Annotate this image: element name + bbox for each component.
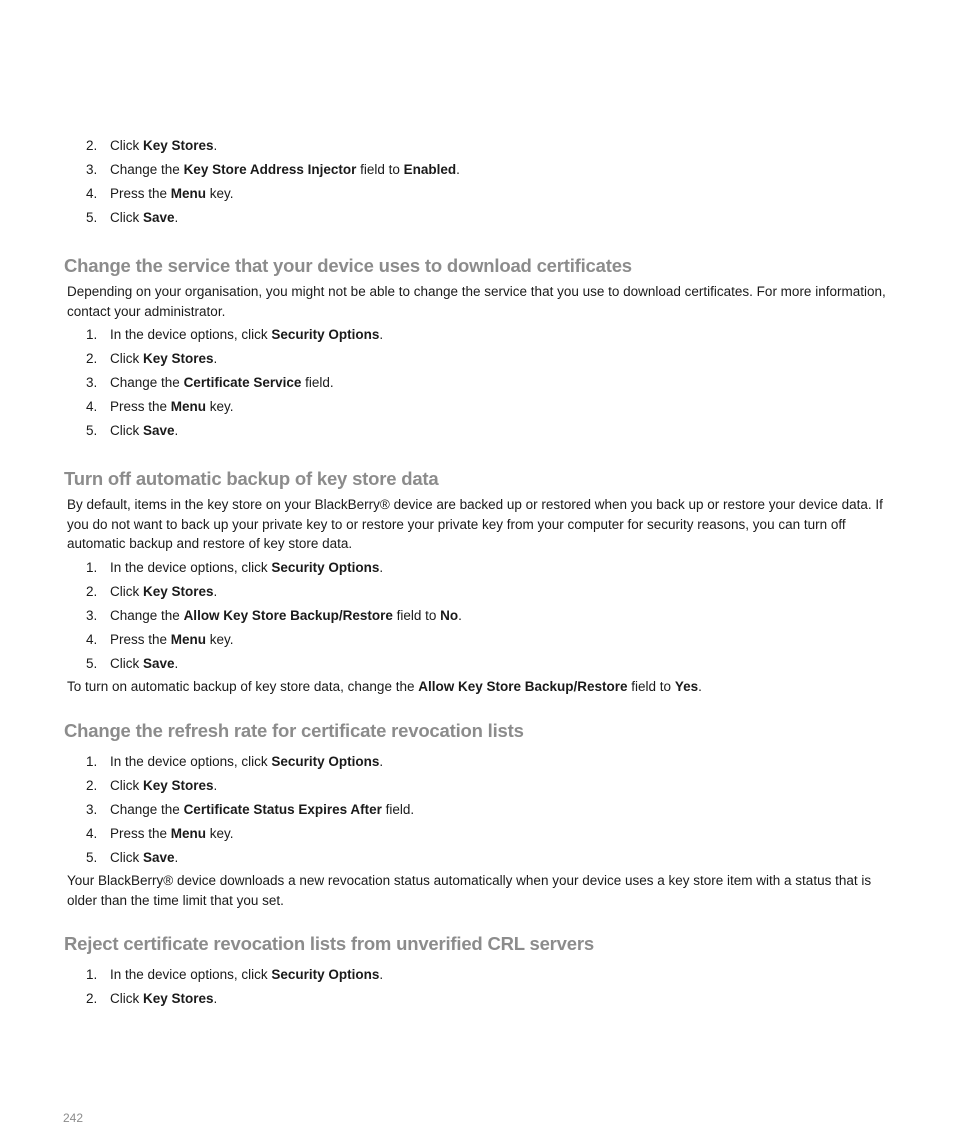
bold-ui-term: Security Options bbox=[271, 967, 380, 982]
step-text-fragment: . bbox=[456, 162, 460, 177]
step-text-fragment: field. bbox=[381, 802, 415, 817]
step-item bbox=[0, 987, 954, 1011]
step-text-fragment: . bbox=[174, 423, 179, 438]
step-item bbox=[0, 419, 954, 443]
step-text-fragment: . bbox=[458, 608, 462, 623]
step-text-fragment: . bbox=[213, 778, 218, 793]
step-text-fragment: Click bbox=[110, 584, 143, 599]
step-text-fragment: . bbox=[174, 850, 179, 865]
bold-ui-term: Menu bbox=[170, 826, 207, 841]
step-number: 3. bbox=[86, 375, 98, 390]
step-item bbox=[0, 347, 954, 371]
step-number: 1. bbox=[86, 560, 98, 575]
step-text-fragment: field. bbox=[301, 375, 334, 390]
step-number: 1. bbox=[86, 967, 98, 982]
step-item bbox=[0, 323, 954, 347]
step-number: 4. bbox=[86, 632, 98, 647]
step-text-fragment: In the device options, click bbox=[110, 967, 272, 982]
step-text-fragment: key. bbox=[206, 399, 234, 414]
step-text bbox=[110, 846, 178, 870]
step-text-fragment: To turn on automatic backup of key store data, change the bbox=[67, 679, 419, 694]
step-text bbox=[110, 419, 178, 443]
step-item bbox=[0, 395, 954, 419]
step-text bbox=[110, 158, 460, 182]
step-text-fragment: . bbox=[698, 679, 702, 694]
step-number: 2. bbox=[86, 138, 98, 153]
step-number: 3. bbox=[86, 802, 98, 817]
step-text bbox=[110, 371, 334, 395]
bold-ui-term: Save bbox=[143, 423, 175, 438]
step-text bbox=[110, 556, 383, 580]
step-text-fragment: Click bbox=[110, 138, 143, 153]
step-item bbox=[0, 963, 954, 987]
bold-ui-term: Menu bbox=[170, 186, 207, 201]
step-number: 4. bbox=[86, 186, 98, 201]
step-number: 2. bbox=[86, 351, 98, 366]
step-item bbox=[0, 556, 954, 580]
step-text-fragment: . bbox=[213, 351, 218, 366]
step-list-certificate-service bbox=[0, 323, 954, 443]
step-text-fragment: field to bbox=[627, 679, 675, 694]
step-text bbox=[110, 323, 383, 347]
step-text-fragment: Click bbox=[110, 210, 143, 225]
step-text-fragment: key. bbox=[206, 826, 234, 841]
step-text-fragment: Change the bbox=[110, 802, 184, 817]
step-text bbox=[110, 134, 217, 158]
section-heading-certificate-service: Change the service that your device uses to download certificates bbox=[64, 255, 632, 276]
step-item bbox=[0, 182, 954, 206]
step-item bbox=[0, 750, 954, 774]
bold-ui-term: Save bbox=[143, 210, 175, 225]
bold-ui-term: Allow Key Store Backup/Restore bbox=[418, 679, 628, 694]
step-item bbox=[0, 134, 954, 158]
step-text-fragment: In the device options, click bbox=[110, 327, 272, 342]
section-heading-key-store-backup: Turn off automatic backup of key store data bbox=[64, 468, 439, 489]
bold-ui-term: Save bbox=[143, 850, 175, 865]
step-list-key-store-backup bbox=[0, 556, 954, 676]
step-text bbox=[110, 580, 217, 604]
step-text bbox=[110, 182, 234, 206]
step-text bbox=[110, 206, 178, 230]
bold-ui-term: Key Store Address Injector bbox=[183, 162, 357, 177]
bold-ui-term: Certificate Service bbox=[183, 375, 302, 390]
step-item bbox=[0, 798, 954, 822]
step-text bbox=[110, 604, 462, 628]
step-item bbox=[0, 774, 954, 798]
step-text-fragment: Click bbox=[110, 351, 143, 366]
step-text-fragment: Press the bbox=[110, 826, 171, 841]
step-text-fragment: . bbox=[213, 138, 218, 153]
step-text-fragment: . bbox=[213, 584, 218, 599]
step-number: 5. bbox=[86, 210, 98, 225]
step-text-fragment: field to bbox=[392, 608, 441, 623]
step-text bbox=[110, 347, 217, 371]
step-list-reject-crl bbox=[0, 963, 954, 1011]
step-list-revocation-refresh bbox=[0, 750, 954, 870]
section-outro-revocation-refresh bbox=[67, 871, 897, 910]
step-text bbox=[110, 822, 234, 846]
step-item bbox=[0, 158, 954, 182]
step-text-fragment: Press the bbox=[110, 186, 171, 201]
step-text-fragment: Press the bbox=[110, 399, 171, 414]
step-text bbox=[110, 963, 383, 987]
bold-ui-term: Allow Key Store Backup/Restore bbox=[183, 608, 393, 623]
step-text-fragment: key. bbox=[206, 186, 234, 201]
step-text-fragment: Press the bbox=[110, 632, 171, 647]
step-item bbox=[0, 628, 954, 652]
step-number: 2. bbox=[86, 991, 98, 1006]
step-text-fragment: . bbox=[174, 656, 179, 671]
step-item bbox=[0, 604, 954, 628]
bold-ui-term: Key Stores bbox=[143, 351, 214, 366]
step-item bbox=[0, 822, 954, 846]
section-outro-key-store-backup bbox=[67, 677, 897, 697]
step-item bbox=[0, 206, 954, 230]
step-text-fragment: field to bbox=[356, 162, 404, 177]
step-text-fragment: Change the bbox=[110, 608, 184, 623]
bold-ui-term: Certificate Status Expires After bbox=[183, 802, 382, 817]
step-text bbox=[110, 750, 383, 774]
step-text-fragment: In the device options, click bbox=[110, 754, 272, 769]
step-number: 1. bbox=[86, 327, 98, 342]
step-number: 1. bbox=[86, 754, 98, 769]
step-text-fragment: Click bbox=[110, 656, 143, 671]
bold-ui-term: Key Stores bbox=[143, 991, 214, 1006]
step-item bbox=[0, 652, 954, 676]
bold-ui-term: Yes bbox=[674, 679, 699, 694]
bold-ui-term: Key Stores bbox=[143, 138, 214, 153]
step-text-fragment: . bbox=[379, 560, 384, 575]
bold-ui-term: Menu bbox=[170, 632, 207, 647]
step-item bbox=[0, 846, 954, 870]
section-heading-reject-crl: Reject certificate revocation lists from unverified CRL servers bbox=[64, 933, 594, 954]
step-number: 3. bbox=[86, 162, 98, 177]
section-intro-certificate-service: Depending on your organisation, you might not be able to change the service that you use to download certificates. For more information, contact your administrator. bbox=[67, 284, 886, 319]
step-text bbox=[110, 798, 414, 822]
bold-ui-term: Save bbox=[143, 656, 175, 671]
step-text-fragment: . bbox=[174, 210, 179, 225]
section-heading-revocation-refresh: Change the refresh rate for certificate revocation lists bbox=[64, 720, 524, 741]
step-number: 4. bbox=[86, 826, 98, 841]
step-text-fragment: . bbox=[213, 991, 218, 1006]
step-text-fragment: . bbox=[379, 327, 384, 342]
intro-step-list bbox=[0, 134, 954, 230]
bold-ui-term: Security Options bbox=[271, 754, 380, 769]
step-number: 5. bbox=[86, 850, 98, 865]
step-text-fragment: Change the bbox=[110, 162, 184, 177]
section-intro-key-store-backup: By default, items in the key store on your BlackBerry® device are backed up or restored when you back up or restore your device data. If you do not want to back up your private key to or restore your private key from your computer for security reasons, you can turn off automatic backup and restore of key store data. bbox=[67, 497, 883, 551]
step-number: 5. bbox=[86, 656, 98, 671]
step-text bbox=[110, 774, 217, 798]
step-item bbox=[0, 580, 954, 604]
step-text-fragment: . bbox=[379, 967, 384, 982]
step-text-fragment: In the device options, click bbox=[110, 560, 272, 575]
step-text bbox=[110, 652, 178, 676]
step-text-fragment: Click bbox=[110, 778, 143, 793]
bold-ui-term: Enabled bbox=[403, 162, 457, 177]
bold-ui-term: No bbox=[440, 608, 459, 623]
bold-ui-term: Menu bbox=[170, 399, 207, 414]
step-text-fragment: Click bbox=[110, 991, 143, 1006]
step-text bbox=[110, 987, 217, 1011]
page-number: 242 bbox=[63, 1111, 84, 1125]
step-number: 4. bbox=[86, 399, 98, 414]
bold-ui-term: Security Options bbox=[271, 327, 380, 342]
step-text bbox=[110, 628, 234, 652]
step-number: 2. bbox=[86, 778, 98, 793]
bold-ui-term: Key Stores bbox=[143, 778, 214, 793]
step-text-fragment: key. bbox=[206, 632, 234, 647]
step-number: 3. bbox=[86, 608, 98, 623]
step-text-fragment: Click bbox=[110, 850, 143, 865]
step-number: 2. bbox=[86, 584, 98, 599]
step-text bbox=[110, 395, 234, 419]
step-number: 5. bbox=[86, 423, 98, 438]
step-text-fragment: Change the bbox=[110, 375, 184, 390]
step-text-fragment: . bbox=[379, 754, 384, 769]
step-item bbox=[0, 371, 954, 395]
step-text-fragment: Click bbox=[110, 423, 143, 438]
bold-ui-term: Key Stores bbox=[143, 584, 214, 599]
step-text-fragment: Your BlackBerry® device downloads a new revocation status automatically when your device uses a key store item with a status that is older than the time limit that you set. bbox=[67, 873, 872, 908]
bold-ui-term: Security Options bbox=[271, 560, 380, 575]
